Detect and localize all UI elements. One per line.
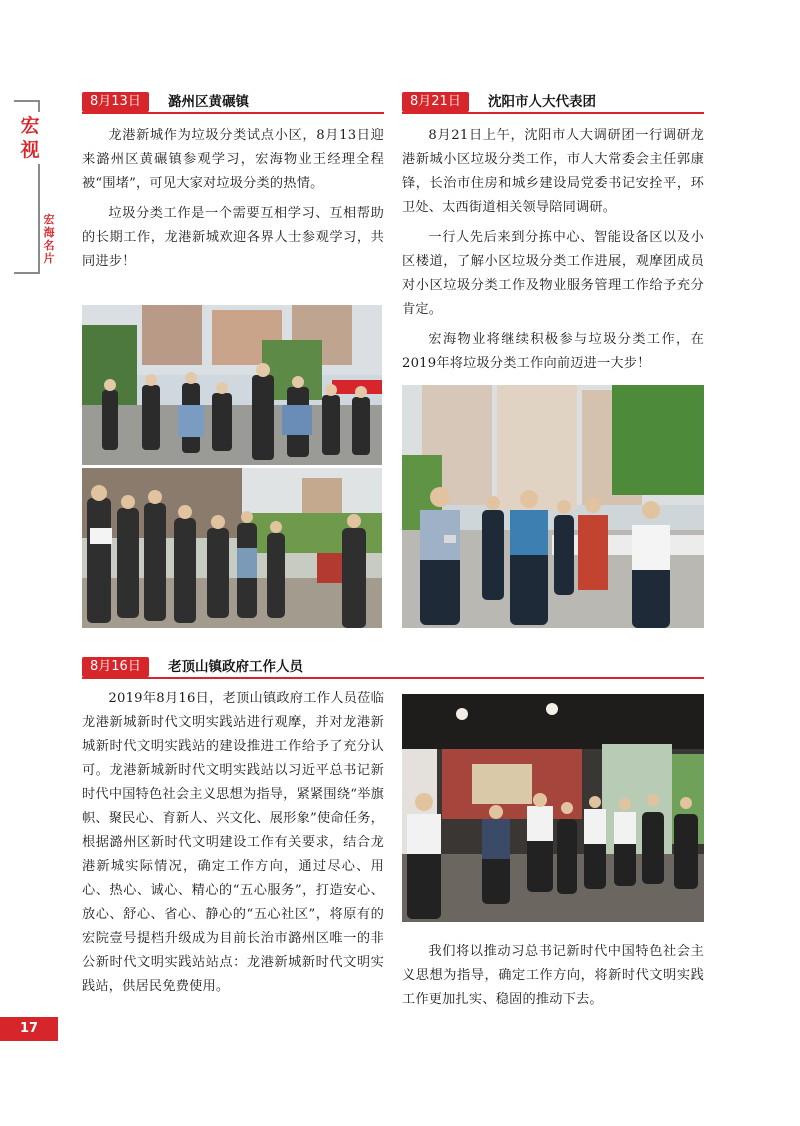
- column-subtitle: 宏海名片: [40, 210, 58, 268]
- paragraph: 龙港新城作为垃圾分类试点小区，8月13日迎来潞州区黄碾镇参观学习，宏海物业王经理全程被“围堵”，可见大家对垃圾分类的热情。: [82, 128, 384, 191]
- paragraph: 8月21日上午，沈阳市人大调研团一行调研龙港新城小区垃圾分类工作，市人大常委会主任郭康锋，长治市住房和城乡建设局党委书记安拴平，环卫处、太西街道相关领导陪同调研。: [402, 128, 704, 215]
- section-header-aug21: [402, 92, 704, 114]
- section-title: 潞州区黄碾镇: [168, 94, 249, 110]
- paragraph: 2019年8月16日，老顶山镇政府工作人员莅临龙港新城新时代文明实践站进行观摩，并对龙港新城新时代文明实践站的建设推进工作给予了充分认可。龙港新城新时代文明实践站以习近平总书记新时代中国特色社会主义思想为指导，紧紧围绕“举旗帜、聚民心、育新人、兴文化、展形象”使命任务，根据潞州区新时代文明建设工作有关要求，结合龙港新城实际情况，确定工作方向，通过尽心、用心、热心、诚心、精心的“五心服务”，打造安心、放心、舒心、省心、静心的“五心社区”，将原有的宏院壹号提档升级成为目前长治市潞州区唯一的非公新时代文明实践站站点：龙港新城新时代文明实践站，供居民免费使用。: [82, 691, 384, 994]
- page-number: 17: [0, 1017, 58, 1041]
- section-header-aug13: [82, 92, 384, 114]
- header-rule: [82, 677, 704, 679]
- date-badge: 8月13日: [82, 92, 149, 112]
- section-title: 沈阳市人大代表团: [488, 94, 596, 110]
- paragraph: 我们将以推动习总书记新时代中国特色社会主义思想为指导，确定工作方向，将新时代文明实践工作更加扎实、稳固的推动下去。: [402, 944, 704, 1007]
- photo-practice-station: [402, 694, 704, 922]
- section-body-aug13: [82, 124, 384, 274]
- column-title: 宏视: [18, 112, 42, 164]
- paragraph: 一行人先后来到分拣中心、智能设备区以及小区楼道，了解小区垃圾分类工作进展，观摩团成员对小区垃圾分类工作及物业服务管理工作给予充分肯定。: [402, 230, 704, 317]
- section-body-aug16-conclusion: [402, 940, 704, 1012]
- photo-delegation-visit: [402, 385, 704, 628]
- date-badge: 8月21日: [402, 92, 469, 112]
- header-rule: [402, 112, 704, 114]
- section-title: 老顶山镇政府工作人员: [168, 659, 303, 675]
- date-badge: 8月16日: [82, 657, 149, 677]
- section-body-aug16: [82, 687, 384, 999]
- section-body-aug21: [402, 124, 704, 376]
- header-rule: [82, 112, 384, 114]
- photo-guide-speaking: [82, 468, 382, 628]
- section-header-aug16: [82, 657, 704, 679]
- paragraph: 垃圾分类工作是一个需要互相学习、互相帮助的长期工作，龙港新城欢迎各界人士参观学习，共同进步！: [82, 206, 384, 269]
- photo-visitors-outdoor: [82, 305, 382, 465]
- paragraph: 宏海物业将继续积极参与垃圾分类工作，在2019年将垃圾分类工作向前迈进一大步！: [402, 332, 704, 371]
- bracket-mask: [0, 96, 14, 274]
